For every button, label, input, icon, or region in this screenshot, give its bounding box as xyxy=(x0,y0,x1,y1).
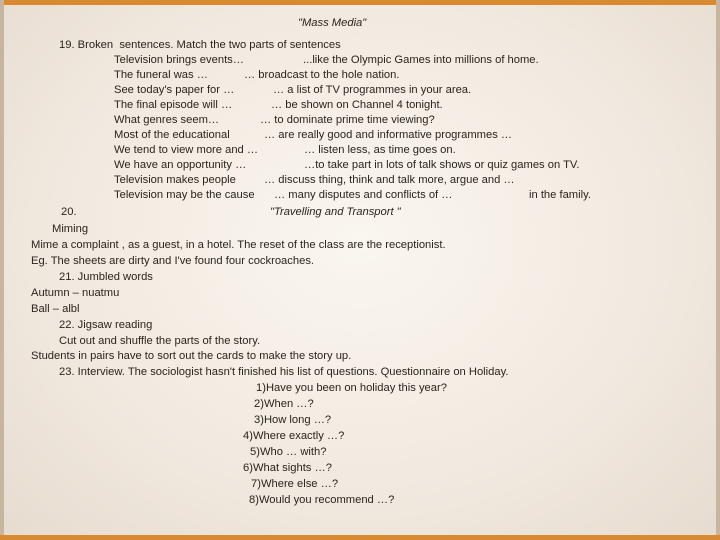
question-item: 2)When …? xyxy=(254,398,314,410)
sentence-end: … listen less, as time goes on. xyxy=(304,144,456,156)
sentence-end: … to dominate prime time viewing? xyxy=(260,114,435,126)
question-item: 3)How long …? xyxy=(254,414,332,426)
sentence-start: See today's paper for … xyxy=(114,84,235,96)
right-border xyxy=(716,0,720,540)
question-item: 1)Have you been on holiday this year? xyxy=(256,382,447,394)
exercise-22-title: 22. Jigsaw reading xyxy=(59,319,153,331)
sentence-end: … broadcast to the hole nation. xyxy=(244,69,400,81)
sentence-end: … be shown on Channel 4 tonight. xyxy=(271,99,443,111)
exercise-20-number: 20. xyxy=(61,206,77,218)
sentence-end: …to take part in lots of talk shows or quiz games on TV. xyxy=(304,159,580,171)
jigsaw-line-1: Cut out and shuffle the parts of the story. xyxy=(59,335,261,347)
question-item: 6)What sights …? xyxy=(243,462,332,474)
sentence-start: Television makes people xyxy=(114,174,236,186)
miming-title: Miming xyxy=(52,223,89,235)
sentence-start: We have an opportunity … xyxy=(114,159,247,171)
exercise-21-title: 21. Jumbled words xyxy=(59,271,153,283)
question-item: 8)Would you recommend …? xyxy=(249,494,395,506)
jumbled-word: Ball – albl xyxy=(31,303,80,315)
question-item: 4)Where exactly …? xyxy=(243,430,345,442)
sentence-end: … many disputes and conflicts of … xyxy=(274,189,453,201)
jumbled-word: Autumn – nuatmu xyxy=(31,287,120,299)
left-border xyxy=(0,0,4,540)
sentence-start: Most of the educational xyxy=(114,129,230,141)
sentence-start: Television brings events… xyxy=(114,54,244,66)
sentence-start: We tend to view more and … xyxy=(114,144,259,156)
exercise-19-title: 19. Broken sentences. Match the two parts of sentences xyxy=(59,39,341,51)
sentence-start: Television may be the cause xyxy=(114,189,255,201)
exercise-23-title: 23. Interview. The sociologist hasn't finished his list of questions. Questionnaire on Holiday. xyxy=(59,366,509,378)
question-item: 7)Where else …? xyxy=(251,478,339,490)
heading-mass-media: "Mass Media" xyxy=(298,17,367,29)
sentence-end: ...like the Olympic Games into millions of home. xyxy=(303,54,539,66)
sentence-start: What genres seem… xyxy=(114,114,220,126)
jigsaw-line-2: Students in pairs have to sort out the cards to make the story up. xyxy=(31,350,352,362)
question-item: 5)Who … with? xyxy=(250,446,327,458)
sentence-start: The funeral was … xyxy=(114,69,208,81)
bottom-accent-bar xyxy=(0,535,720,540)
heading-travelling: "Travelling and Transport " xyxy=(270,206,401,218)
miming-example: Eg. The sheets are dirty and I've found four cockroaches. xyxy=(31,255,315,267)
sentence-end: … discuss thing, think and talk more, argue and … xyxy=(264,174,515,186)
miming-text: Mime a complaint , as a guest, in a hotel. The reset of the class are the receptionist. xyxy=(31,239,446,251)
sentence-start: The final episode will … xyxy=(114,99,233,111)
sentence-end-tail: in the family. xyxy=(529,189,591,201)
sentence-end: … are really good and informative programmes … xyxy=(264,129,513,141)
top-accent-bar xyxy=(0,0,720,5)
sentence-end: … a list of TV programmes in your area. xyxy=(273,84,472,96)
